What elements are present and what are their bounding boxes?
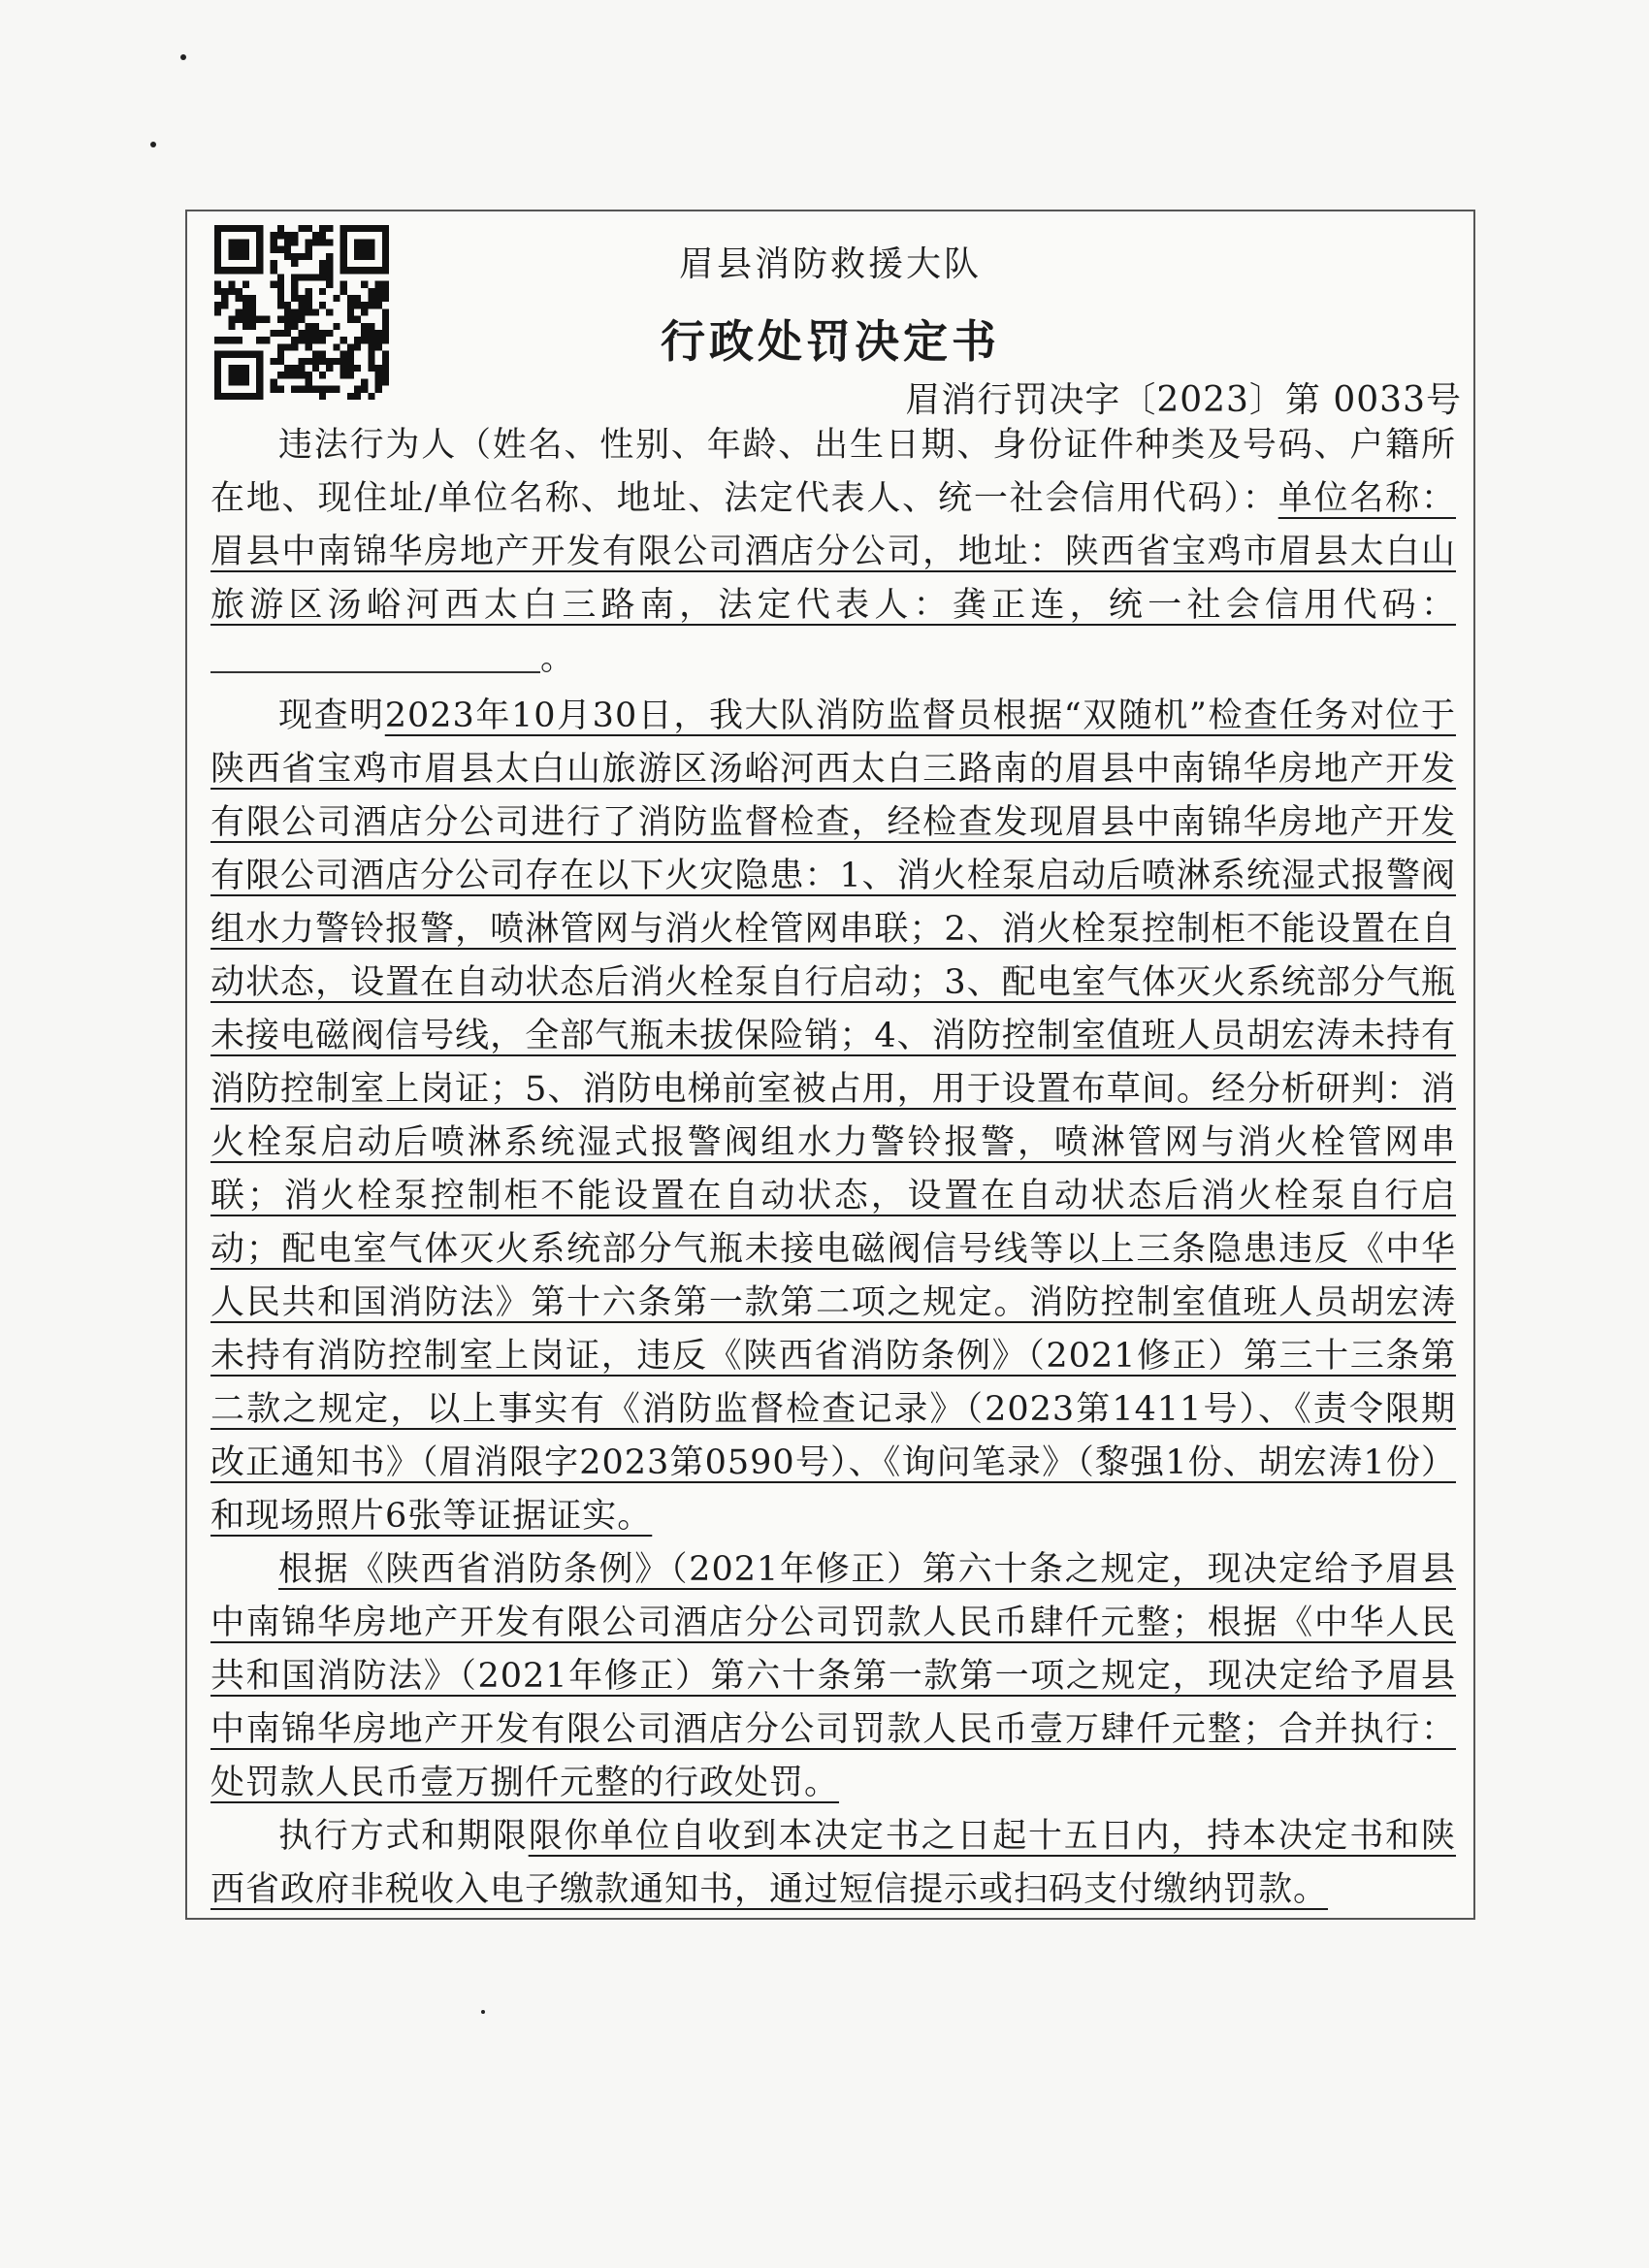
party-end: 。 bbox=[540, 639, 576, 678]
scan-speck bbox=[150, 142, 156, 147]
findings-label: 现查明 bbox=[278, 697, 385, 735]
party-paragraph bbox=[210, 419, 1456, 686]
redacted-credit-code bbox=[210, 642, 540, 673]
party-value: 单位名称：眉县中南锦华房地产开发有限公司酒店分公司，地址：陕西省宝鸡市眉县太白山旅游区汤峪河西太白三路南，法定代表人：龚正连，统一社会信用代码： bbox=[210, 479, 1456, 625]
document-number: 眉消行罚决字〔2023〕第 0033号 bbox=[905, 380, 1462, 420]
party-label: 违法行为人（姓名、性别、年龄、出生日期、身份证件种类及号码、户籍所在地、现住址/单位名称、地址、法定代表人、统一社会信用代码）： bbox=[210, 426, 1456, 518]
decision-paragraph bbox=[210, 1543, 1456, 1810]
execution-label: 执行方式和期限 bbox=[278, 1817, 529, 1856]
findings-paragraph bbox=[210, 690, 1456, 1543]
scan-speck bbox=[481, 2010, 485, 2014]
document-body bbox=[210, 419, 1456, 1917]
execution-paragraph bbox=[210, 1810, 1456, 1917]
execution-value: 限你单位自收到本决定书之日起十五日内，持本决定书和陕西省政府非税收入电子缴款通知书，通过短信提示或扫码支付缴纳罚款。 bbox=[210, 1817, 1456, 1909]
issuer-name: 眉县消防救援大队 bbox=[678, 244, 982, 284]
document-frame bbox=[185, 210, 1475, 1920]
decision-value: 根据《陕西省消防条例》（2021年修正）第六十条之规定，现决定给予眉县中南锦华房地产开发有限公司酒店分公司罚款人民币肆仟元整；根据《中华人民共和国消防法》（2021年修正）第六十条第一款第一项之规定，现决定给予眉县中南锦华房地产开发有限公司酒店分公司罚款人民币壹万肆仟元整；合并执行：处罚款人民币壹万捌仟元整的行政处罚。 bbox=[210, 1550, 1456, 1802]
document-title: 行政处罚决定书 bbox=[661, 315, 1000, 368]
findings-value: 2023年10月30日，我大队消防监督员根据“双随机”检查任务对位于陕西省宝鸡市眉县太白山旅游区汤峪河西太白三路南的眉县中南锦华房地产开发有限公司酒店分公司进行了消防监督检查，经检查发现眉县中南锦华房地产开发有限公司酒店分公司存在以下火灾隐患：1、消火栓泵启动后喷淋系统湿式报警阀组水力警铃报警，喷淋管网与消火栓管网串联；2、消火栓泵控制柜不能设置在自动状态，设置在自动状态后消火栓泵自行启动；3、配电室气体灭火系统部分气瓶未接电磁阀信号线，全部气瓶未拔保险销；4、消防控制室值班人员胡宏涛未持有消防控制室上岗证；5、消防电梯前室被占用，用于设置布草间。经分析研判：消火栓泵启动后喷淋系统湿式报警阀组水力警铃报警，喷淋管网与消火栓管网串联；消火栓泵控制柜不能设置在自动状态，设置在自动状态后消火栓泵自行启动；配电室气体灭火系统部分气瓶未接电磁阀信号线等以上三条隐患违反《中华人民共和国消防法》第十六条第一款第二项之规定。消防控制室值班人员胡宏涛未持有消防控制室上岗证，违反《陕西省消防条例》（2021修正）第三十三条第二款之规定，以上事实有《消防监督检查记录》（2023第1411号）、《责令限期改正通知书》（眉消限字2023第0590号）、《询问笔录》（黎强1份、胡宏涛1份）和现场照片6张等证据证实。 bbox=[210, 697, 1456, 1536]
scan-speck bbox=[180, 54, 186, 60]
